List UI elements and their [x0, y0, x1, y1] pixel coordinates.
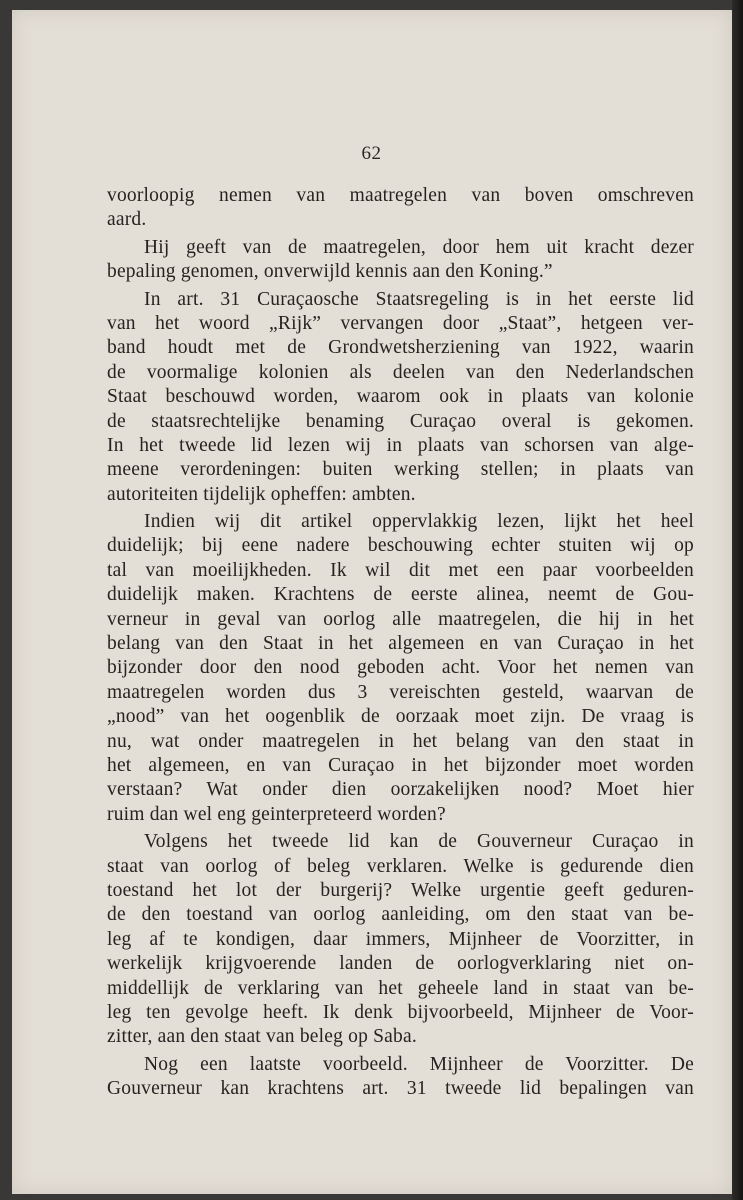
text-line: meene verordeningen: buiten werking stellen; in plaats van — [107, 459, 694, 481]
text-line: leg af te kondigen, daar immers, Mijnheer de Voorzitter, in — [107, 928, 694, 950]
book-edge — [732, 0, 743, 1200]
text-line: autoriteiten tijdelijk opheffen: ambten. — [107, 483, 416, 505]
body-text — [107, 184, 694, 1101]
text-line: voorloopig nemen van maatregelen van boven omschreven — [107, 185, 694, 206]
text-line: duidelijk maken. Krachtens de eerste alinea, neemt de Gou- — [107, 584, 694, 606]
text-line: Volgens het tweede lid kan de Gouverneur Curaçao in — [144, 831, 694, 853]
text-line: verneur in geval van oorlog alle maatregelen, die hij in het — [107, 608, 694, 630]
text-line: „nood” van het oogenblik de oorzaak moet zijn. De vraag is — [107, 706, 694, 728]
text-line: verstaan? Wat onder dien oorzakelijken nood? Moet hier — [107, 779, 694, 801]
text-line: Staat beschouwd worden, waarom ook in plaats van kolonie — [107, 386, 694, 408]
text-line: staat van oorlog of beleg verklaren. Welke is gedurende dien — [107, 855, 694, 877]
text-line: de den toestand van oorlog aanleiding, om den staat van be- — [107, 904, 694, 926]
text-line: Nog een laatste voorbeeld. Mijnheer de Voorzitter. De — [144, 1053, 694, 1075]
text-line: aard. — [107, 209, 147, 231]
text-line: band houdt met de Grondwetsherziening van 1922, waarin — [107, 337, 694, 359]
text-line: bijzonder door den nood geboden acht. Voor het nemen van — [107, 657, 694, 679]
text-line: Indien wij dit artikel oppervlakkig lezen, lijkt het heel — [144, 511, 694, 533]
text-line: de voormalige kolonien als deelen van den Nederlandschen — [107, 361, 694, 383]
text-line: van het woord „Rijk” vervangen door „Staat”, hetgeen ver- — [107, 312, 694, 334]
page-number: 62 — [361, 143, 382, 164]
text-line: Hij geeft van de maatregelen, door hem uit kracht dezer — [144, 236, 694, 258]
text-line: leg ten gevolge heeft. Ik denk bijvoorbeeld, Mijnheer de Voor- — [107, 1001, 694, 1023]
text-line: In art. 31 Curaçaosche Staatsregeling is in het eerste lid — [144, 288, 694, 310]
text-line: maatregelen worden dus 3 vereischten gesteld, waarvan de — [107, 681, 694, 703]
text-line: belang van den Staat in het algemeen en van Curaçao in het — [107, 633, 694, 655]
text-line: ruim dan wel eng geinterpreteerd worden? — [107, 803, 446, 825]
text-line: Gouverneur kan krachtens art. 31 tweede lid bepalingen van — [107, 1078, 694, 1100]
text-line: werkelijk krijgvoerende landen de oorlogverklaring niet on- — [107, 953, 694, 975]
text-line: toestand het lot der burgerij? Welke urgentie geeft geduren- — [107, 879, 694, 901]
text-line: het algemeen, en van Curaçao in het bijzonder moet worden — [107, 754, 694, 776]
text-line: de staatsrechtelijke benaming Curaçao overal is gekomen. — [107, 410, 694, 432]
text-line: nu, wat onder maatregelen in het belang van den staat in — [107, 730, 694, 752]
text-line: middellijk de verklaring van het geheele land in staat van be- — [107, 977, 694, 999]
text-line: duidelijk; bij eene nadere beschouwing echter stuiten wij op — [107, 535, 694, 557]
text-line: tal van moeilijkheden. Ik wil dit met een paar voorbeelden — [107, 559, 694, 581]
text-line: bepaling genomen, onverwijld kennis aan den Koning.” — [107, 261, 553, 283]
text-line: In het tweede lid lezen wij in plaats van schorsen van alge- — [107, 434, 694, 456]
text-line: zitter, aan den staat van beleg op Saba. — [107, 1026, 417, 1048]
